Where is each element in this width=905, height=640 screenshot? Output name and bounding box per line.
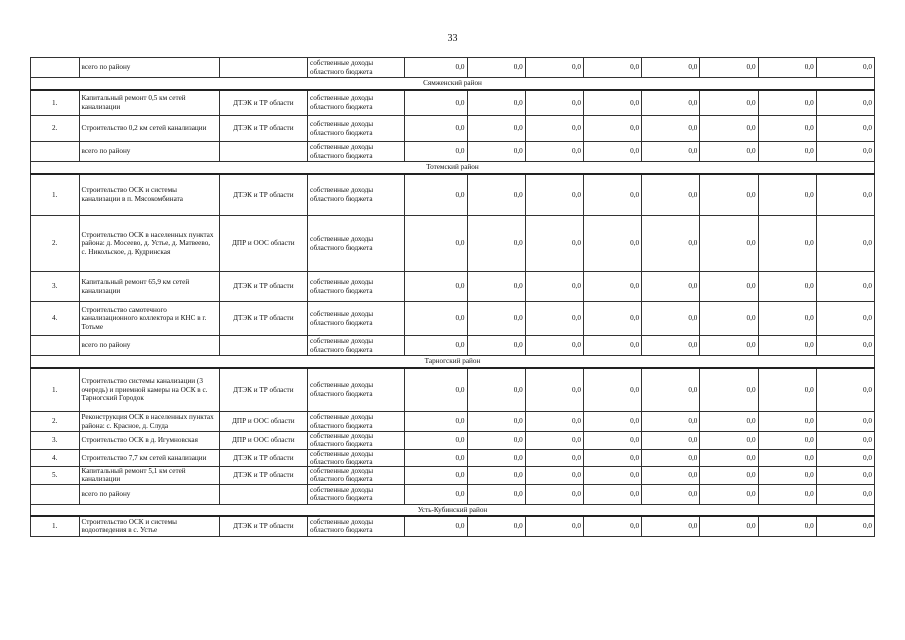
amount-cell: 0,0 [642,467,700,485]
executor: ДТЭК и ТР области [219,174,307,216]
project-name: всего по району [79,58,219,78]
funding-source: собственные доходы областного бюджета [308,302,405,336]
project-name: Строительство 7,7 км сетей канализации [79,449,219,467]
project-name: всего по району [79,336,219,356]
amount-cell: 0,0 [467,368,525,412]
project-name: Строительство ОСК в населенных пунктах района: д. Мосеево, д. Устье, д. Матвеево, с. Никольское, д. Кудринская [79,216,219,272]
project-name: Строительство ОСК и системы водоотведения в с. Устье [79,516,219,536]
amount-cell: 0,0 [758,412,816,432]
funding-source: собственные доходы областного бюджета [308,449,405,467]
amount-cell: 0,0 [405,302,468,336]
amount-cell: 0,0 [525,432,583,450]
row-number: 2. [31,216,80,272]
project-name: Строительство самотечного канализационного коллектора и КНС в г. Тотьме [79,302,219,336]
amount-cell: 0,0 [700,432,758,450]
amount-cell: 0,0 [758,302,816,336]
funding-source: собственные доходы областного бюджета [308,484,405,504]
amount-cell: 0,0 [700,58,758,78]
amount-cell: 0,0 [405,336,468,356]
amount-cell: 0,0 [583,142,641,162]
amount-cell: 0,0 [642,90,700,116]
amount-cell: 0,0 [700,368,758,412]
amount-cell: 0,0 [816,174,874,216]
amount-cell: 0,0 [642,116,700,142]
amount-cell: 0,0 [583,516,641,536]
amount-cell: 0,0 [583,336,641,356]
amount-cell: 0,0 [467,484,525,504]
amount-cell: 0,0 [525,484,583,504]
amount-cell: 0,0 [405,412,468,432]
amount-cell: 0,0 [642,58,700,78]
table-row [31,58,875,78]
district-name: Тарногский район [31,356,875,368]
row-number [31,58,80,78]
table-row [31,90,875,116]
amount-cell: 0,0 [405,272,468,302]
amount-cell: 0,0 [758,467,816,485]
funding-source: собственные доходы областного бюджета [308,90,405,116]
table-row [31,216,875,272]
row-number [31,142,80,162]
row-number: 2. [31,412,80,432]
amount-cell: 0,0 [816,432,874,450]
amount-cell: 0,0 [583,272,641,302]
amount-cell: 0,0 [758,58,816,78]
row-number: 4. [31,302,80,336]
row-number: 1. [31,516,80,536]
project-name: всего по району [79,484,219,504]
amount-cell: 0,0 [642,336,700,356]
funding-source: собственные доходы областного бюджета [308,142,405,162]
funding-source: собственные доходы областного бюджета [308,216,405,272]
executor: ДТЭК и ТР области [219,272,307,302]
funding-source: собственные доходы областного бюджета [308,368,405,412]
amount-cell: 0,0 [467,174,525,216]
district-header-row [31,162,875,174]
funding-source: собственные доходы областного бюджета [308,272,405,302]
amount-cell: 0,0 [700,484,758,504]
row-number: 4. [31,449,80,467]
district-header-row [31,78,875,90]
amount-cell: 0,0 [405,142,468,162]
table-row [31,449,875,467]
amount-cell: 0,0 [700,272,758,302]
district-header-row [31,356,875,368]
amount-cell: 0,0 [583,58,641,78]
project-name: Строительство 0,2 км сетей канализации [79,116,219,142]
amount-cell: 0,0 [816,412,874,432]
amount-cell: 0,0 [583,432,641,450]
amount-cell: 0,0 [758,90,816,116]
amount-cell: 0,0 [525,272,583,302]
amount-cell: 0,0 [700,90,758,116]
executor: ДПР и ООС области [219,412,307,432]
funding-source: собственные доходы областного бюджета [308,412,405,432]
amount-cell: 0,0 [758,368,816,412]
table-row [31,412,875,432]
amount-cell: 0,0 [525,449,583,467]
budget-table [30,57,875,537]
amount-cell: 0,0 [758,449,816,467]
amount-cell: 0,0 [758,174,816,216]
amount-cell: 0,0 [405,432,468,450]
project-name: Строительство ОСК и системы канализации в п. Мясокомбината [79,174,219,216]
amount-cell: 0,0 [642,449,700,467]
funding-source: собственные доходы областного бюджета [308,432,405,450]
amount-cell: 0,0 [816,336,874,356]
funding-source: собственные доходы областного бюджета [308,174,405,216]
table-row [31,302,875,336]
amount-cell: 0,0 [700,116,758,142]
amount-cell: 0,0 [467,412,525,432]
amount-cell: 0,0 [642,302,700,336]
project-name: Капитальный ремонт 5,1 км сетей канализации [79,467,219,485]
amount-cell: 0,0 [405,484,468,504]
amount-cell: 0,0 [583,449,641,467]
amount-cell: 0,0 [816,272,874,302]
district-name: Сямженский район [31,78,875,90]
executor: ДТЭК и ТР области [219,449,307,467]
amount-cell: 0,0 [583,174,641,216]
amount-cell: 0,0 [525,216,583,272]
amount-cell: 0,0 [816,368,874,412]
district-header-row [31,504,875,516]
district-name: Тотемский район [31,162,875,174]
amount-cell: 0,0 [583,302,641,336]
amount-cell: 0,0 [583,412,641,432]
amount-cell: 0,0 [525,368,583,412]
amount-cell: 0,0 [700,142,758,162]
amount-cell: 0,0 [467,302,525,336]
amount-cell: 0,0 [758,142,816,162]
table-row [31,336,875,356]
executor: ДТЭК и ТР области [219,516,307,536]
amount-cell: 0,0 [467,116,525,142]
funding-source: собственные доходы областного бюджета [308,336,405,356]
amount-cell: 0,0 [405,174,468,216]
amount-cell: 0,0 [700,216,758,272]
project-name: всего по району [79,142,219,162]
amount-cell: 0,0 [525,174,583,216]
amount-cell: 0,0 [642,216,700,272]
amount-cell: 0,0 [758,432,816,450]
row-number: 2. [31,116,80,142]
executor: ДТЭК и ТР области [219,368,307,412]
amount-cell: 0,0 [405,449,468,467]
amount-cell: 0,0 [700,174,758,216]
amount-cell: 0,0 [816,90,874,116]
amount-cell: 0,0 [525,467,583,485]
amount-cell: 0,0 [583,116,641,142]
district-name: Усть-Кубинский район [31,504,875,516]
amount-cell: 0,0 [467,336,525,356]
amount-cell: 0,0 [467,216,525,272]
project-name: Капитальный ремонт 65,9 км сетей канализации [79,272,219,302]
row-number: 5. [31,467,80,485]
table-row [31,116,875,142]
executor: ДТЭК и ТР области [219,116,307,142]
row-number: 1. [31,174,80,216]
amount-cell: 0,0 [758,516,816,536]
row-number: 1. [31,90,80,116]
project-name: Строительство системы канализации (3 очередь) и приемной камеры на ОСК в с. Тарногский Городок [79,368,219,412]
page-number: 33 [447,33,458,44]
funding-source: собственные доходы областного бюджета [308,116,405,142]
amount-cell: 0,0 [816,516,874,536]
amount-cell: 0,0 [405,368,468,412]
amount-cell: 0,0 [583,90,641,116]
amount-cell: 0,0 [525,336,583,356]
row-number: 3. [31,272,80,302]
amount-cell: 0,0 [467,516,525,536]
amount-cell: 0,0 [583,368,641,412]
amount-cell: 0,0 [583,216,641,272]
table-body [31,58,875,537]
amount-cell: 0,0 [642,272,700,302]
amount-cell: 0,0 [700,302,758,336]
table-row [31,516,875,536]
amount-cell: 0,0 [816,142,874,162]
funding-source: собственные доходы областного бюджета [308,516,405,536]
amount-cell: 0,0 [525,412,583,432]
funding-source: собственные доходы областного бюджета [308,467,405,485]
amount-cell: 0,0 [405,516,468,536]
row-number: 1. [31,368,80,412]
amount-cell: 0,0 [758,272,816,302]
executor [219,484,307,504]
amount-cell: 0,0 [758,336,816,356]
amount-cell: 0,0 [525,142,583,162]
amount-cell: 0,0 [583,484,641,504]
executor [219,336,307,356]
amount-cell: 0,0 [467,272,525,302]
row-number: 3. [31,432,80,450]
row-number [31,336,80,356]
executor: ДПР и ООС области [219,432,307,450]
executor: ДТЭК и ТР области [219,467,307,485]
amount-cell: 0,0 [467,432,525,450]
table-row [31,368,875,412]
table-row [31,142,875,162]
amount-cell: 0,0 [525,116,583,142]
amount-cell: 0,0 [700,336,758,356]
amount-cell: 0,0 [642,142,700,162]
amount-cell: 0,0 [405,58,468,78]
amount-cell: 0,0 [525,90,583,116]
amount-cell: 0,0 [816,467,874,485]
amount-cell: 0,0 [405,90,468,116]
funding-source: собственные доходы областного бюджета [308,58,405,78]
amount-cell: 0,0 [816,58,874,78]
project-name: Строительство ОСК в д. Игумновская [79,432,219,450]
amount-cell: 0,0 [642,516,700,536]
amount-cell: 0,0 [642,174,700,216]
amount-cell: 0,0 [467,449,525,467]
amount-cell: 0,0 [642,432,700,450]
amount-cell: 0,0 [816,449,874,467]
amount-cell: 0,0 [525,58,583,78]
amount-cell: 0,0 [816,484,874,504]
amount-cell: 0,0 [758,116,816,142]
amount-cell: 0,0 [467,467,525,485]
table-row [31,432,875,450]
amount-cell: 0,0 [642,412,700,432]
amount-cell: 0,0 [816,116,874,142]
amount-cell: 0,0 [642,368,700,412]
executor: ДТЭК и ТР области [219,302,307,336]
amount-cell: 0,0 [583,467,641,485]
amount-cell: 0,0 [642,484,700,504]
amount-cell: 0,0 [405,116,468,142]
amount-cell: 0,0 [700,467,758,485]
amount-cell: 0,0 [700,412,758,432]
executor [219,58,307,78]
amount-cell: 0,0 [467,90,525,116]
executor [219,142,307,162]
project-name: Реконструкция ОСК в населенных пунктах района: с. Красное, д. Слуда [79,412,219,432]
executor: ДТЭК и ТР области [219,90,307,116]
amount-cell: 0,0 [467,58,525,78]
table-row [31,174,875,216]
amount-cell: 0,0 [405,467,468,485]
amount-cell: 0,0 [816,216,874,272]
amount-cell: 0,0 [758,484,816,504]
amount-cell: 0,0 [525,516,583,536]
amount-cell: 0,0 [467,142,525,162]
table-row [31,272,875,302]
amount-cell: 0,0 [700,516,758,536]
amount-cell: 0,0 [405,216,468,272]
row-number [31,484,80,504]
table-row [31,484,875,504]
amount-cell: 0,0 [758,216,816,272]
project-name: Капитальный ремонт 0,5 км сетей канализации [79,90,219,116]
table-row [31,467,875,485]
amount-cell: 0,0 [816,302,874,336]
amount-cell: 0,0 [700,449,758,467]
amount-cell: 0,0 [525,302,583,336]
executor: ДПР и ООС области [219,216,307,272]
